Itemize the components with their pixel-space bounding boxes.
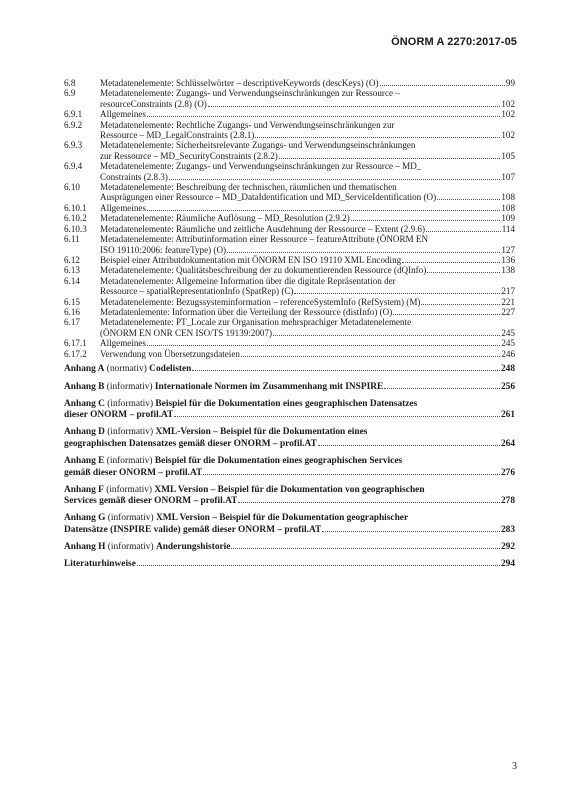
page-reference: 217 [501, 286, 515, 297]
annex-entry[interactable] [64, 364, 515, 376]
toc-entry[interactable] [64, 120, 515, 141]
section-title-text: Metadatenelemente: Räumliche und zeitliche Ausdehnung der Ressource – Extent (2.9.6) [100, 223, 425, 234]
page-reference: 283 [500, 525, 515, 535]
leader-dots [203, 473, 500, 475]
annex-label: Anhang C [64, 398, 105, 409]
annex-line [64, 439, 515, 451]
section-title-line [100, 213, 515, 223]
annex-title-text [64, 513, 408, 525]
toc-entry[interactable] [64, 307, 515, 317]
section-number: 6.10.3 [64, 223, 87, 234]
annex-label: Anhang F [64, 484, 104, 495]
page-reference: 227 [501, 306, 515, 317]
leader-dots [192, 369, 500, 371]
section-title-text: Metadatenelemente: Rechtliche Zugangs- und Verwendungseinschränkungen zur [100, 119, 395, 130]
annex-title: Beispiel für die Dokumentation eines geographischen Datensatzes [155, 398, 418, 409]
annex-mode: (informativ) [106, 456, 153, 467]
annex-title: Codelisten [149, 364, 192, 375]
section-title [100, 307, 515, 317]
page-reference: 264 [500, 438, 515, 449]
section-title-line [100, 307, 515, 317]
section-title-text: Metadatenelemente: PT_Locale zur Organisation mehrsprachiger Metadatenelemente [100, 317, 412, 328]
annex-label: Anhang G [64, 513, 106, 524]
annex-title: XML Version – Beispiel für die Dokumentation geographischer [155, 513, 409, 524]
leader-dots [241, 355, 500, 357]
section-title-text: Metadatenelemente: Zugangs- und Verwendungseinschränkungen zur Ressource – [100, 88, 400, 99]
annex-mode: (informativ) [107, 513, 154, 524]
annex-entry[interactable] [64, 456, 515, 479]
section-number: 6.15 [64, 296, 80, 307]
annex-label: Anhang A [64, 364, 105, 375]
annex-mode: (informativ) [107, 398, 154, 409]
section-number: 6.10.1 [64, 202, 87, 213]
annex-title: XML Version – Beispiel für die Dokumentation von geographischen [154, 484, 425, 495]
section-title-line [100, 297, 515, 307]
section-title-text: Metadatenlemente: Information über die Verteilung der Ressource (distInfo) (O) [100, 306, 393, 317]
annex-title-text [64, 364, 191, 376]
annex-title-text: dieser ÖNORM – profil.AT [64, 410, 174, 421]
annex-label: Anhang E [64, 456, 105, 467]
section-title-line [100, 245, 515, 255]
annex-line [64, 496, 515, 508]
page-reference: 102 [501, 109, 515, 120]
section-title-line [100, 328, 515, 338]
section-title-text: (ÖNORM EN ONR CEN ISO/TS 19139:2007) [100, 327, 273, 338]
section-number: 6.14 [64, 275, 80, 286]
page-reference: 245 [501, 338, 515, 349]
annex-entry[interactable] [64, 382, 515, 394]
section-title-line [100, 338, 515, 348]
section-title-line [100, 255, 515, 265]
leader-dots [421, 303, 500, 305]
leader-dots [137, 564, 500, 566]
section-title-text: Metadatenelemente: Bezugssysteminformation – referenceSystemInfo (RefSystem) (M) [100, 296, 421, 307]
annex-title-text: Services gemäß dieser ÖNORM – profil.AT [64, 496, 238, 507]
section-number: 6.8 [64, 78, 76, 88]
annex-title-text [64, 427, 367, 439]
section-title [100, 213, 515, 223]
section-title-line [100, 203, 515, 213]
annex-line [64, 513, 515, 525]
page-reference: 256 [500, 381, 515, 392]
annex-line [64, 525, 515, 537]
annex-mode: (informativ) [106, 381, 153, 392]
section-title-text: Metadatenelemente: Schlüsselwörter – descriptiveKeywords (descKeys) (O) [100, 78, 379, 88]
page-reference: 127 [501, 244, 515, 255]
leader-dots [255, 136, 500, 138]
annex-mode: (normativ) [106, 364, 147, 375]
section-title-text: zur Ressource – MD_SecurityConstraints (2.8.2) [100, 150, 278, 161]
page-reference: 292 [500, 542, 515, 553]
toc-entry[interactable] [64, 297, 515, 307]
section-title [100, 161, 515, 182]
toc-entry[interactable] [64, 224, 515, 234]
page-reference: 105 [501, 150, 515, 161]
annex-line [64, 468, 515, 480]
annex-mode: (informativ) [106, 484, 153, 495]
section-title-text: Beispiel einer Attributdokumentation mit ÖNORM EN ISO 19110 XML Encoding [100, 254, 402, 265]
toc-entry[interactable] [64, 78, 515, 88]
section-number: 6.9 [64, 88, 76, 99]
leader-dots [402, 261, 500, 263]
section-title-text: Metadatenelemente: Räumliche Auflösung – MD_Resolution (2.9.2) [100, 213, 350, 224]
section-title [100, 317, 515, 338]
section-title-text: Metadatenelemente: Beschreibung der technischen, räumlichen und thematischen [100, 182, 397, 193]
annex-line [64, 382, 515, 394]
annex-title-text [64, 542, 230, 554]
section-title-text: Metadatenelemente: Zugangs- und Verwendungseinschränkungen zur Ressource – MD_ [100, 161, 422, 172]
leader-dots [437, 198, 500, 200]
page-reference: 102 [501, 130, 515, 141]
toc-entry[interactable] [64, 265, 515, 275]
section-title [100, 255, 515, 265]
leader-dots [147, 344, 500, 346]
section-title-line [100, 349, 515, 359]
toc-entry[interactable] [64, 140, 515, 161]
section-title-text: Verwendung von Übersetzungsdateien [100, 348, 240, 359]
section-number: 6.9.3 [64, 140, 83, 151]
section-number: 6.9.1 [64, 109, 83, 120]
annex-line [64, 542, 515, 554]
section-title-line [100, 151, 515, 161]
page-reference: 136 [501, 254, 515, 265]
section-title-line [100, 88, 515, 98]
annex-title: XML-Version – Beispiel für die Dokumentation eines [155, 427, 368, 438]
section-number: 6.16 [64, 306, 80, 317]
leader-dots [231, 547, 499, 549]
section-title [100, 234, 515, 255]
leader-dots [208, 105, 501, 107]
literature-line [64, 559, 515, 571]
page-reference: 221 [501, 296, 515, 307]
section-number: 6.10 [64, 182, 80, 193]
section-title-text: Metadatenelemente: Allgemeine Information über die digitale Repräsentation der [100, 275, 396, 286]
section-title-text: Metadatenelemente: Attributinformation einer Ressource – featureAttribute (ÖNORM EN [100, 234, 429, 245]
annex-line [64, 410, 515, 422]
section-number: 6.10.2 [64, 213, 87, 224]
literature-title: Literaturhinweise [64, 559, 136, 570]
section-title-text: Ressource – MD_LegalConstraints (2.8.1) [100, 130, 255, 141]
toc-entry[interactable] [64, 203, 515, 213]
annex-title-text [64, 382, 383, 394]
toc-entry[interactable] [64, 182, 515, 203]
annex-mode: (informativ) [107, 542, 154, 553]
section-title-line [100, 276, 515, 286]
annex-label: Anhang B [64, 381, 105, 392]
section-title-line [100, 109, 515, 119]
page-reference: 261 [500, 410, 515, 421]
section-number: 6.12 [64, 254, 80, 265]
section-title-line [100, 234, 515, 244]
section-title-text: Allgemeines [100, 109, 146, 120]
toc-entry[interactable] [64, 161, 515, 182]
leader-dots [238, 501, 500, 503]
section-title-line [100, 224, 515, 234]
page-number: 3 [512, 761, 517, 772]
toc-entry[interactable] [64, 317, 515, 338]
leader-dots [273, 334, 500, 336]
section-title [100, 349, 515, 359]
page-reference: 294 [500, 559, 515, 570]
annex-title-text [64, 485, 425, 497]
annex-line [64, 485, 515, 497]
annex-line [64, 427, 515, 439]
annex-title: Internationale Normen im Zusammenhang mit INSPIRE [154, 381, 384, 392]
page-reference: 245 [501, 327, 515, 338]
toc-entry[interactable] [64, 109, 515, 119]
section-title [100, 276, 515, 297]
annex-line [64, 399, 515, 411]
annex-mode: (informativ) [107, 427, 154, 438]
page-reference: 108 [501, 192, 515, 203]
annex-title-text: Datensätze (INSPIRE valide) gemäß dieser ÖNORM – profil.AT [64, 525, 322, 535]
toc-entry[interactable] [64, 234, 515, 255]
toc-entry[interactable] [64, 338, 515, 348]
section-title [100, 338, 515, 348]
section-title [100, 265, 515, 275]
annex-entry[interactable] [64, 513, 515, 536]
section-title [100, 140, 515, 161]
section-title-text: ISO 19110:2006: featureType) (O) [100, 244, 227, 255]
leader-dots [322, 530, 500, 532]
page-reference: 248 [500, 364, 515, 375]
leader-dots [147, 115, 500, 117]
page-reference: 114 [501, 223, 515, 234]
annex-title-text [64, 456, 402, 468]
page-reference: 99 [505, 78, 515, 88]
section-number: 6.17.2 [64, 348, 87, 359]
section-title-line [100, 192, 515, 202]
section-title-line [100, 78, 515, 88]
annex-title-text: gemäß dieser ÖNORM – profil.AT [64, 467, 203, 478]
section-title [100, 203, 515, 213]
section-title-line [100, 99, 515, 109]
section-title-text: Metadatenelemente: Sicherheitsrelevante Zugangs- und Verwendungseinschränkungen [100, 140, 416, 151]
section-title-line [100, 130, 515, 140]
section-number: 6.11 [64, 234, 80, 245]
annex-title: Beispiel für die Dokumentation eines geographischen Services [154, 456, 403, 467]
annex-title: Änderungshistorie [155, 542, 231, 553]
toc-entry[interactable] [64, 88, 515, 109]
section-title-line [100, 120, 515, 130]
section-title-text: resourceConstraints (2.8) (O) [100, 98, 207, 109]
section-title [100, 88, 515, 109]
section-title-text: Allgemeines [100, 202, 146, 213]
annex-label: Anhang H [64, 542, 106, 553]
leader-dots [384, 387, 500, 389]
leader-dots [227, 251, 500, 253]
section-title-text: Ausprägungen einer Ressource – MD_DataIdentification und MD_ServiceIdentification (O) [100, 192, 437, 203]
leader-dots [169, 178, 500, 180]
section-title-line [100, 140, 515, 150]
leader-dots [147, 209, 500, 211]
leader-dots [174, 415, 500, 417]
leader-dots [351, 219, 501, 221]
section-title [100, 78, 515, 88]
section-number: 6.17.1 [64, 338, 87, 349]
section-number: 6.9.4 [64, 161, 83, 172]
table-of-contents [64, 78, 515, 571]
section-title-text: Ressource – spatialRepresentationInfo (SpatRep) (C) [100, 286, 294, 297]
leader-dots [426, 230, 501, 232]
page-reference: 109 [501, 213, 515, 224]
annex-line [64, 456, 515, 468]
annex-entry[interactable] [64, 399, 515, 422]
section-title-line [100, 172, 515, 182]
document-header: ÖNORM A 2270:2017-05 [391, 36, 517, 48]
section-title-line [100, 286, 515, 296]
section-title [100, 224, 515, 234]
page-reference: 108 [501, 202, 515, 213]
section-title-line [100, 161, 515, 171]
annex-line [64, 364, 515, 376]
annex-entry[interactable] [64, 485, 515, 508]
page-reference: 107 [501, 171, 515, 182]
leader-dots [427, 271, 500, 273]
leader-dots [393, 313, 500, 315]
toc-entry[interactable] [64, 213, 515, 223]
page-reference: 138 [501, 265, 515, 276]
section-title-line [100, 182, 515, 192]
section-title [100, 182, 515, 203]
section-title-line [100, 317, 515, 327]
section-title [100, 120, 515, 141]
page-reference: 102 [501, 98, 515, 109]
literature-entry[interactable] [64, 559, 515, 571]
annex-entry[interactable] [64, 427, 515, 450]
section-number: 6.9.2 [64, 119, 83, 130]
toc-entry[interactable] [64, 276, 515, 297]
page-reference: 276 [500, 467, 515, 478]
section-title-text: Metadatenelemente: Qualitätsbeschreibung der zu dokumentierenden Ressource (dQInfo) [100, 265, 427, 276]
section-title-line [100, 265, 515, 275]
section-title-text: Constraints (2.8.3) [100, 171, 168, 182]
section-title [100, 109, 515, 119]
annex-title-text [64, 399, 417, 411]
toc-entry[interactable] [64, 349, 515, 359]
annex-title-text: geographischen Datensatzes gemäß dieser ÖNORM – profil.AT [64, 438, 317, 449]
section-number: 6.13 [64, 265, 80, 276]
annex-entry[interactable] [64, 542, 515, 554]
section-number: 6.17 [64, 317, 80, 328]
section-title [100, 297, 515, 307]
toc-entry[interactable] [64, 255, 515, 265]
section-title-text: Allgemeines [100, 338, 146, 349]
leader-dots [380, 84, 505, 86]
leader-dots [318, 444, 500, 446]
page-reference: 278 [500, 496, 515, 507]
page-reference: 246 [501, 348, 515, 359]
leader-dots [294, 292, 500, 294]
annex-label: Anhang D [64, 427, 105, 438]
leader-dots [279, 157, 501, 159]
